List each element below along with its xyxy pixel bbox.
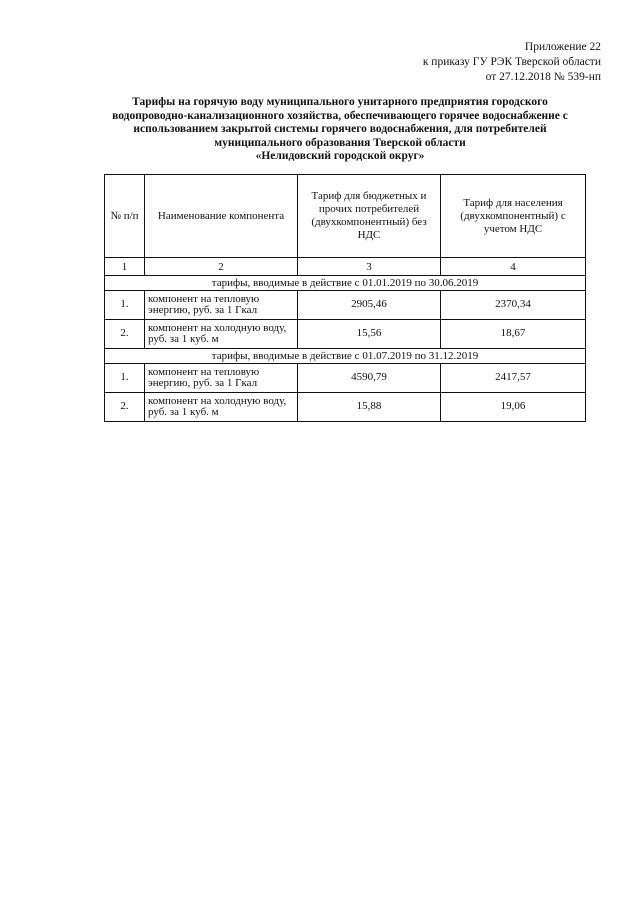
appendix-date: от 27.12.2018 № 539-нп [485,71,601,83]
appendix-reference [423,40,601,85]
component-name: компонент на холодную воду, руб. за 1 куб. м [145,393,298,422]
budget-tariff: 2905,46 [298,291,441,320]
table-row [105,364,586,393]
table-row [105,320,586,349]
budget-tariff: 15,88 [298,393,441,422]
row-number: 1. [105,291,145,320]
column-number: 3 [298,258,441,276]
component-name: компонент на холодную воду, руб. за 1 куб. м [145,320,298,349]
table-header-row [105,175,586,258]
table-row [105,291,586,320]
appendix-order: к приказу ГУ РЭК Тверской области [422,56,601,68]
header-num: № п/п [105,175,145,258]
column-number-row [105,258,586,276]
row-number: 1. [105,364,145,393]
population-tariff: 2417,57 [441,364,586,393]
period-row [105,276,586,291]
table-row [105,393,586,422]
period-label: тарифы, вводимые в действие с 01.01.2019 по 30.06.2019 [105,276,586,291]
component-name: компонент на тепловую энергию, руб. за 1 Гкал [145,291,298,320]
header-name: Наименование компонента [145,175,298,258]
population-tariff: 19,06 [441,393,586,422]
title-line-4: муниципального образования Тверской области [214,136,466,149]
population-tariff: 2370,34 [441,291,586,320]
budget-tariff: 15,56 [298,320,441,349]
header-budget: Тариф для бюджетных и прочих потребителей (двухкомпонентный) без НДС [298,175,441,258]
population-tariff: 18,67 [441,320,586,349]
title-line-3: использованием закрытой системы горячего водоснабжения, для потребителей [133,123,547,135]
period-row [105,349,586,364]
column-number: 2 [145,258,298,276]
header-population: Тариф для населения (двухкомпонентный) с учетом НДС [441,175,586,258]
title-line-2: водопроводно-канализационного хозяйства, обеспечивающего горячее водоснабжение с [112,109,568,122]
tariff-table [104,174,586,422]
row-number: 2. [105,393,145,422]
column-number: 1 [105,258,145,276]
title-line-5: «Нелидовский городской округ» [255,150,425,162]
document-title [80,96,600,164]
column-number: 4 [441,258,586,276]
title-line-1: Тарифы на горячую воду муниципального унитарного предприятия городского [132,96,548,108]
budget-tariff: 4590,79 [298,364,441,393]
appendix-number: Приложение 22 [524,41,601,53]
row-number: 2. [105,320,145,349]
period-label: тарифы, вводимые в действие с 01.07.2019 по 31.12.2019 [105,349,586,364]
component-name: компонент на тепловую энергию, руб. за 1 Гкал [145,364,298,393]
